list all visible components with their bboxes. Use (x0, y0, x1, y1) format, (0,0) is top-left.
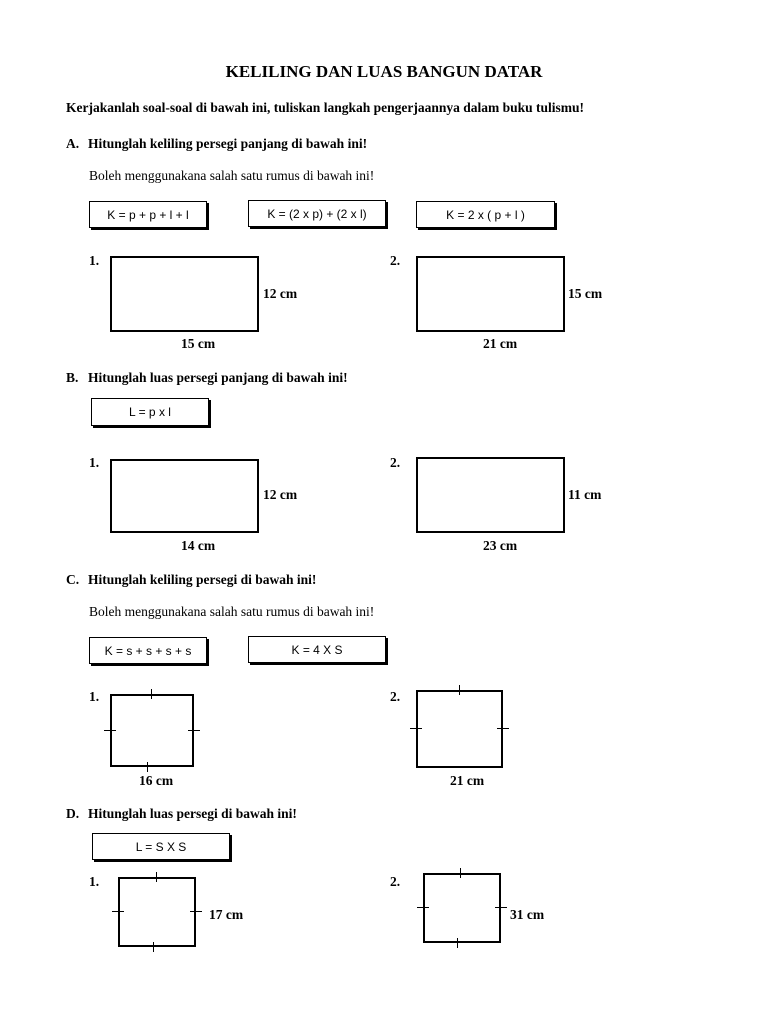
section-b-letter: B. (66, 370, 79, 385)
length-label: 14 cm (181, 538, 216, 553)
formula-box-d1: L = S X S (92, 833, 230, 860)
width-label: 12 cm (263, 286, 298, 301)
problem-number: 1. (89, 253, 100, 268)
rectangle-shape (416, 457, 565, 533)
formula-box-c2: K = 4 X S (248, 636, 386, 663)
width-label: 12 cm (263, 487, 298, 502)
section-c-note: Boleh menggunakana salah satu rumus di bawah ini! (89, 604, 375, 619)
equal-side-tick (104, 730, 116, 731)
section-b-heading (66, 370, 348, 386)
width-label: 15 cm (568, 286, 603, 301)
side-label: 16 cm (139, 773, 174, 788)
section-a-heading-text: Hitunglah keliling persegi panjang di bawah ini! (88, 136, 368, 151)
formula-box-a3: K = 2 x ( p + l ) (416, 201, 555, 228)
formula-box-a2: K = (2 x p) + (2 x l) (248, 200, 386, 227)
section-c-heading (66, 572, 316, 588)
width-label: 11 cm (568, 487, 602, 502)
side-label: 31 cm (510, 907, 545, 922)
length-label: 23 cm (483, 538, 518, 553)
problem-number: 1. (89, 874, 100, 889)
equal-side-tick (457, 938, 458, 948)
equal-side-tick (188, 730, 200, 731)
problem-number: 2. (390, 455, 401, 470)
section-a-note: Boleh menggunakana salah satu rumus di bawah ini! (89, 168, 375, 183)
square-shape (423, 873, 501, 943)
problem-number: 1. (89, 689, 100, 704)
length-label: 21 cm (483, 336, 518, 351)
equal-side-tick (156, 872, 157, 882)
page-title: KELILING DAN LUAS BANGUN DATAR (225, 62, 543, 81)
square-shape (110, 694, 194, 767)
equal-side-tick (112, 911, 124, 912)
section-b-heading-text: Hitunglah luas persegi panjang di bawah ini! (88, 370, 348, 385)
side-label: 17 cm (209, 907, 244, 922)
section-a-heading (66, 136, 367, 152)
square-shape (118, 877, 196, 947)
section-a-letter: A. (66, 136, 80, 151)
equal-side-tick (153, 942, 154, 952)
formula-box-b1: L = p x l (91, 398, 209, 426)
equal-side-tick (459, 685, 460, 695)
section-c-heading-text: Hitunglah keliling persegi di bawah ini! (88, 572, 317, 587)
section-d-letter: D. (66, 806, 80, 821)
problem-number: 2. (390, 874, 401, 889)
formula-box-c1: K = s + s + s + s (89, 637, 207, 664)
square-shape (416, 690, 503, 768)
section-c-letter: C. (66, 572, 80, 587)
section-d-heading (66, 806, 297, 822)
section-d-heading-text: Hitunglah luas persegi di bawah ini! (88, 806, 297, 821)
side-label: 21 cm (450, 773, 485, 788)
equal-side-tick (495, 907, 507, 908)
equal-side-tick (497, 728, 509, 729)
problem-number: 2. (390, 689, 401, 704)
equal-side-tick (460, 868, 461, 878)
equal-side-tick (151, 689, 152, 699)
rectangle-shape (110, 459, 259, 533)
rectangle-shape (110, 256, 259, 332)
formula-box-a1: K = p + p + l + l (89, 201, 207, 228)
instruction-text: Kerjakanlah soal-soal di bawah ini, tuliskan langkah pengerjaannya dalam buku tulismu! (66, 100, 585, 115)
rectangle-shape (416, 256, 565, 332)
equal-side-tick (147, 762, 148, 772)
equal-side-tick (410, 728, 422, 729)
equal-side-tick (417, 907, 429, 908)
problem-number: 1. (89, 455, 100, 470)
equal-side-tick (190, 911, 202, 912)
length-label: 15 cm (181, 336, 216, 351)
problem-number: 2. (390, 253, 401, 268)
